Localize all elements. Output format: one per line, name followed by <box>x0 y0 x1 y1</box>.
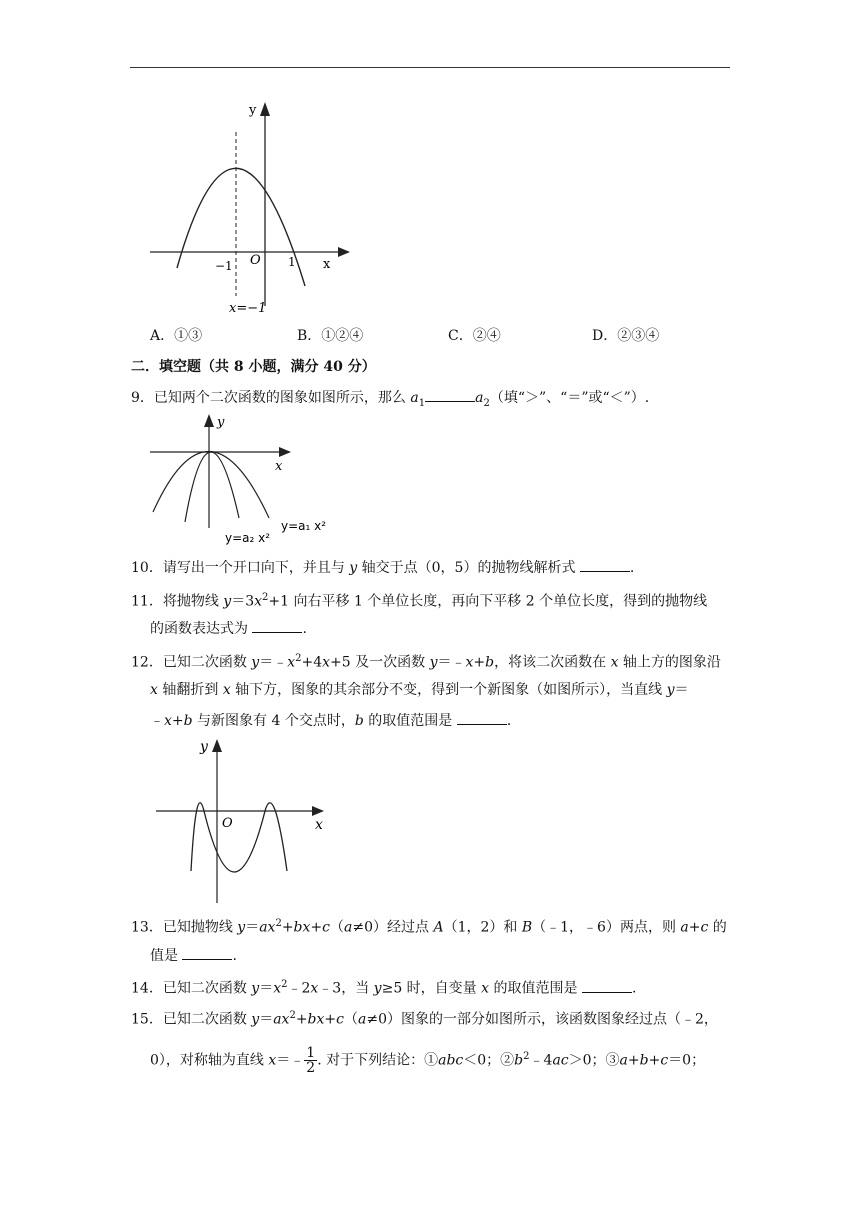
fig1-axis-equation: x=−1 <box>229 301 267 316</box>
fig1-neg1-label: −1 <box>215 259 233 273</box>
folded-middle-section <box>204 811 265 872</box>
x-axis-arrow-icon <box>338 247 350 257</box>
parabola-curve <box>177 168 305 286</box>
answer-blank[interactable] <box>457 710 507 725</box>
option-d: D．②③④ <box>592 328 660 344</box>
answer-blank[interactable] <box>182 945 232 960</box>
fraction-one-half: $\frac{1}{2}$ <box>306 1045 316 1077</box>
question-10: 10．请写出一个开口向下，并且与 y 轴交于点（0，5）的抛物线解析式 . <box>131 557 634 578</box>
question-9: 9．已知两个二次函数的图象如图所示，那么 $a_1$ $a_2$（填“＞”、“＝”或“＜”）. <box>131 387 649 414</box>
section-title: 二．填空题（共 8 小题，满分 40 分） <box>131 359 376 375</box>
fig2-x-label: x <box>275 459 283 474</box>
option-b: B．①②④ <box>297 328 364 344</box>
fig3-x-label: x <box>315 817 323 833</box>
fig1-one-label: 1 <box>288 255 296 269</box>
question-14: 14．已知二次函数 $y=x^2﹣2x﹣3$，当 y≥5 时，自变量 x 的取值范围是 . <box>131 979 637 997</box>
answer-blank[interactable] <box>580 557 630 572</box>
question-15: 15．已知二次函数 $y=ax^2+bx+c(a\ne 0)$图象的一部分如图所示，该函数图象经过点（﹣2， <box>131 1010 718 1028</box>
fig2-label-a2: y=a₂ x² <box>225 531 271 545</box>
right-parabola-branch <box>265 803 287 871</box>
question-11: 11．将抛物线 $y=3x^2+1$ 向右平移 1 个单位长度，再向下平移 2 个单位长度，得到的抛物线 <box>131 592 708 610</box>
question-13-line2: 值是 . <box>150 945 237 966</box>
question-12-line2: x 轴翻折到 x 轴下方，图象的其余部分不变，得到一个新图象（如图所示），当直线 y＝ <box>150 682 689 698</box>
fig1-x-label: x <box>323 257 331 272</box>
fig3-y-label: y <box>200 739 208 755</box>
question-15-line2: 0），对称轴为直线 x＝﹣ $\frac{1}{2}$ . 对于下列结论：①abc＜0；$②b^2﹣4ac>0$；③a+b+c＝0； <box>150 1045 706 1077</box>
fig1-y-label: y <box>249 103 257 118</box>
parabola-a1 <box>153 451 269 518</box>
question-11-line2: 的函数表达式为 . <box>150 618 307 639</box>
y-axis-arrow-icon <box>260 102 270 116</box>
fig2-y-label: y <box>217 415 225 430</box>
fig2-label-a1: y=a₁ x² <box>281 519 327 533</box>
question-12: 12．已知二次函数 $y=﹣x^2+4x+5$ 及一次函数 y＝﹣x+b，将该二次函数在 x 轴上方的图象沿 <box>131 653 721 671</box>
fig3-origin-label: O <box>222 816 233 831</box>
question-13: 13．已知抛物线 $y=ax^2+bx+c(a\ne 0)$经过点 A（1，2）和 B（﹣1，﹣6）两点，则 a+c 的 <box>131 918 727 936</box>
left-parabola-branch <box>191 803 204 871</box>
fig1-origin-label: O <box>250 253 261 268</box>
figure-parabola-axis-symmetry <box>145 96 360 321</box>
figure-folded-parabola <box>150 735 340 907</box>
x-axis-arrow-icon <box>279 447 291 457</box>
figure-two-parabolas <box>145 410 345 550</box>
x-axis-arrow-icon <box>312 806 324 816</box>
y-axis-arrow-icon <box>204 414 214 427</box>
y-axis-arrow-icon <box>212 739 222 752</box>
answer-blank[interactable] <box>252 618 302 633</box>
header-rule <box>130 67 730 68</box>
option-c: C．②④ <box>448 328 501 344</box>
option-a: A．①③ <box>150 328 203 344</box>
parabola-a2 <box>185 452 239 522</box>
answer-blank[interactable] <box>425 387 475 402</box>
question-12-line3: ﹣x+b 与新图象有 4 个交点时，b 的取值范围是 . <box>150 710 511 731</box>
answer-blank[interactable] <box>582 978 632 993</box>
